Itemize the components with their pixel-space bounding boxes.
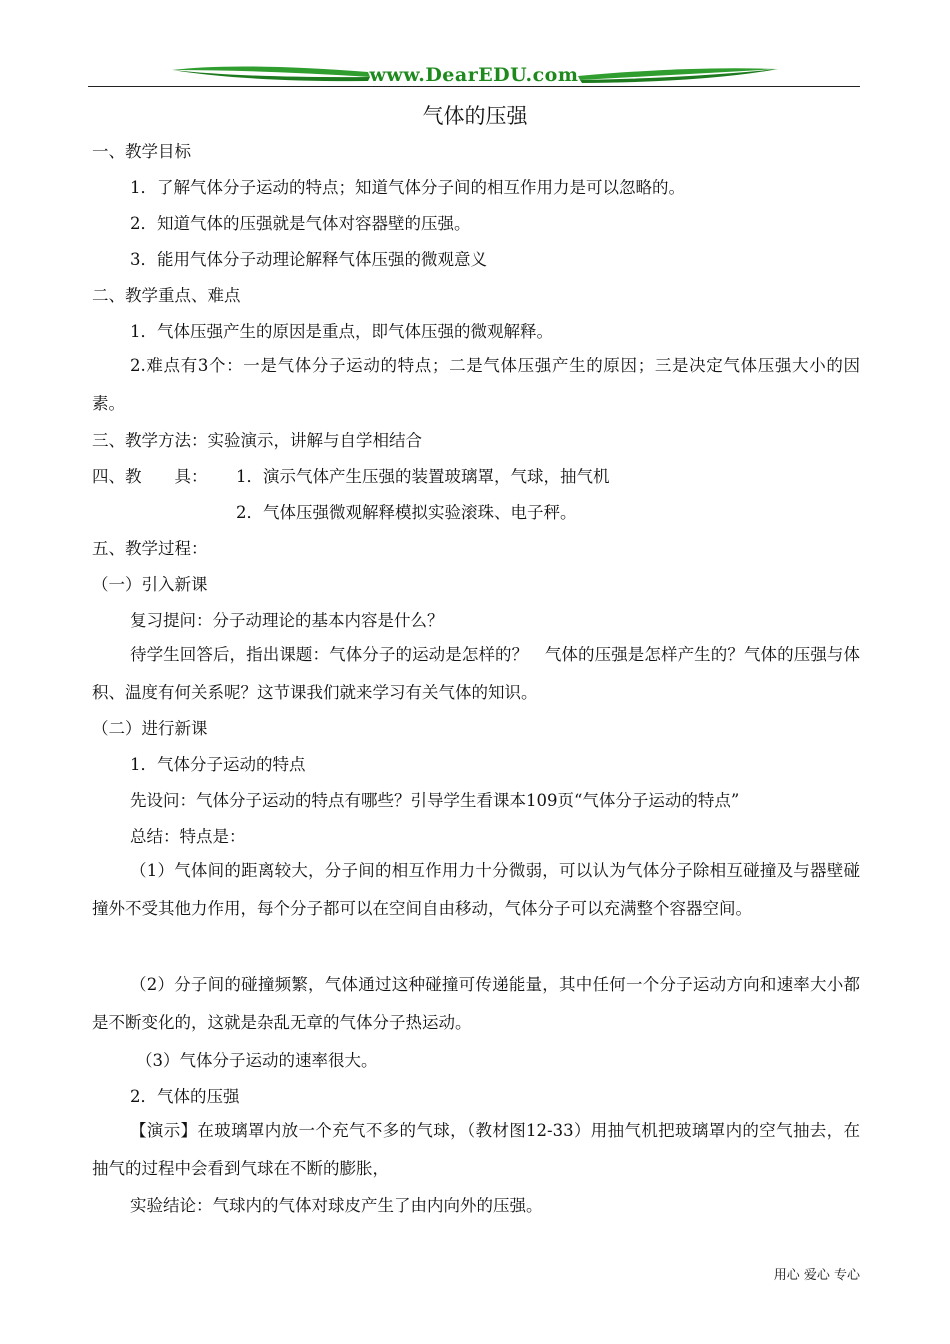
paragraph: 2．知道气体的压强就是气体对容器壁的压强。 (130, 214, 471, 233)
section-heading: 一、教学目标 (92, 142, 191, 161)
paragraph: 实验结论：气球内的气体对球皮产生了由内向外的压强。 (130, 1196, 543, 1215)
paragraph: （1）气体间的距离较大，分子间的相互作用力十分微弱，可以认为气体分子除相互碰撞及与器壁碰撞外不受其他力作用，每个分子都可以在空间自由移动，气体分子可以充满整个容器空间。 (92, 861, 860, 918)
paragraph: 1．演示气体产生压强的装置玻璃罩，气球，抽气机 (236, 467, 610, 486)
paragraph: 2．气体压强微观解释模拟实验滚珠、电子秤。 (236, 503, 577, 522)
subsection-heading: （一）引入新课 (92, 575, 208, 594)
paragraph: 总结：特点是： (130, 827, 246, 846)
section-heading: 五、教学过程： (92, 539, 208, 558)
section-heading: 四、教 具： (92, 467, 208, 486)
paragraph: 2．气体的压强 (130, 1087, 240, 1106)
paragraph: 复习提问：分子动理论的基本内容是什么？ (130, 611, 444, 630)
paragraph: 2.难点有3个：一是气体分子运动的特点；二是气体压强产生的原因；三是决定气体压强大小的因素。 (92, 356, 860, 413)
paragraph: （3）气体分子运动的速率很大。 (136, 1051, 378, 1070)
paragraph: 3．能用气体分子动理论解释气体压强的微观意义 (130, 250, 487, 269)
paragraph: 【演示】在玻璃罩内放一个充气不多的气球，（教材图12-33）用抽气机把玻璃罩内的空气抽去，在抽气的过程中会看到气球在不断的膨胀， (92, 1121, 860, 1178)
site-header-logo (88, 60, 860, 92)
section-heading: 三、教学方法：实验演示，讲解与自学相结合 (92, 431, 422, 450)
paragraph: 先设问：气体分子运动的特点有哪些？引导学生看课本109页“气体分子运动的特点” (130, 791, 740, 810)
paragraph: 待学生回答后，指出课题：气体分子的运动是怎样的？ 气体的压强是怎样产生的？气体的压强与体积、温度有何关系呢？这节课我们就来学习有关气体的知识。 (92, 645, 860, 702)
paragraph: 1．气体分子运动的特点 (130, 755, 306, 774)
subsection-heading: （二）进行新课 (92, 719, 208, 738)
section-heading: 二、教学重点、难点 (92, 286, 241, 305)
paragraph: 1．气体压强产生的原因是重点，即气体压强的微观解释。 (130, 322, 553, 341)
paragraph: （2）分子间的碰撞频繁，气体通过这种碰撞可传递能量，其中任何一个分子运动方向和速率大小都是不断变化的，这就是杂乱无章的气体分子热运动。 (92, 975, 860, 1032)
footer-slogan: 用心 爱心 专心 (773, 1268, 860, 1283)
header-rule (88, 86, 860, 87)
page-title: 气体的压强 (422, 104, 528, 128)
logo-text: www.DearEDU.com (369, 64, 579, 86)
paragraph: 1．了解气体分子运动的特点；知道气体分子间的相互作用力是可以忽略的。 (130, 178, 685, 197)
